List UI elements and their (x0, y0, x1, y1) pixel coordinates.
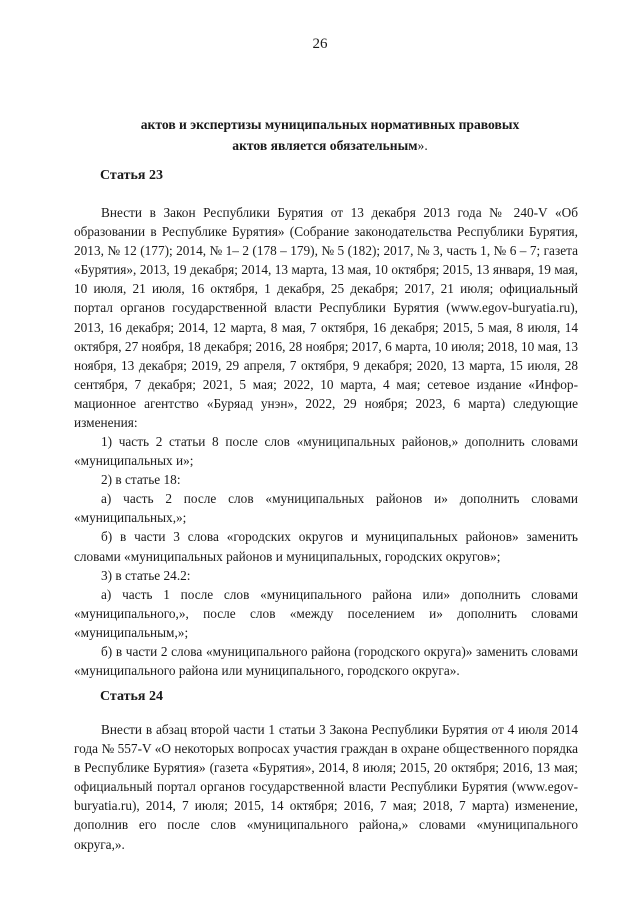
intro-fragment (100, 114, 560, 156)
page-number: 26 (312, 36, 328, 52)
article-23-item: б) в части 2 слова «муниципального района (городского округа)» заменить словами «муниципального района или муниципального, городского округа». (74, 644, 578, 679)
article-23-item: б) в части 3 слова «городских округов и муниципальных районов» заменить словами «муниципальных районов и муниципальных, городских округов»; (74, 529, 578, 564)
article-23-item: а) часть 2 после слов «муниципальных районов и» дополнить словами «муниципальных,»; (74, 491, 578, 526)
article-23-item: а) часть 1 после слов «муниципального района или» дополнить словами «муниципального,», после слов «между поселением и» дополнить словами «муниципальным,»; (74, 586, 578, 640)
article-23-item: 3) в статье 24.2: (101, 567, 191, 583)
intro-line-2-tail: ». (417, 138, 428, 153)
article-23-item: 1) часть 2 статьи 8 после слов «муниципальных районов,» дополнить словами «муниципальных и»; (74, 434, 578, 469)
intro-line-1: актов и экспертизы муниципальных нормативных правовых (140, 117, 520, 132)
article-24-text: Внести в абзац второй части 1 статьи 3 Закона Республики Бурятия от 4 июля 2014 года № 557-V «О некоторых вопросах участия граждан в охране общественного порядка в Республике Бурятия» (газета «Бурятия», 2014, 8 июля; 2015, 20 октября; 2016, 13 мая; официальный портал органов государственной власти Республики Бурятия (www.egov-buryatia.ru), 2014, 7 июля; 2015, 14 октября; 2016, 7 мая; 2018, 7 марта) изменение, дополнив его после слов «муниципального района,» словами «муниципального округа,». (74, 722, 578, 852)
intro-line-2-bold: актов является обязательным (232, 138, 418, 153)
article-23-items (74, 432, 578, 680)
article-23-title: Статья 23 (100, 168, 163, 183)
article-23-item: 2) в статье 18: (101, 472, 181, 488)
intro-line-2 (100, 135, 560, 156)
article-23-intro: Внести в Закон Республики Бурятия от 13 декабря 2013 года № 240-V «Об образовании в Республике Бурятия» (Собрание законодательства Республики Бурятия, 2013, № 12 (177); 2014, № 1– 2 (178 – 179), № 5 (182); 2017, № 3, часть 1, № 6 – 7; газета «Бурятия», 2013, 19 декабря; 2014, 13 марта, 13 мая, 10 октября; 2015, 13 января, 19 мая, 10 июля, 21 июля, 16 октября, 1 декабря, 25 декабря; 2017, 21 июля; официальный портал органов государственной власти Республики Бурятия (www.egov-buryatia.ru), 2013, 16 декабря; 2014, 12 марта, 8 мая, 7 октября, 16 декабря; 2015, 5 мая, 8 июля, 14 октября, 27 ноября, 18 декабря; 2016, 28 ноября; 2017, 6 марта, 10 июля; 2018, 10 мая, 13 ноября, 13 декабря; 2019, 29 апреля, 7 октября, 9 декабря; 2020, 13 марта, 15 июля, 28 сентября, 7 декабря; 2021, 5 мая; 2022, 10 марта, 4 мая; сетевое издание «Информационное агентство «Буряад унэн», 2022, 29 ноября; 2023, 6 марта) следующие изменения: (74, 205, 578, 431)
article-24-title: Статья 24 (100, 689, 163, 704)
